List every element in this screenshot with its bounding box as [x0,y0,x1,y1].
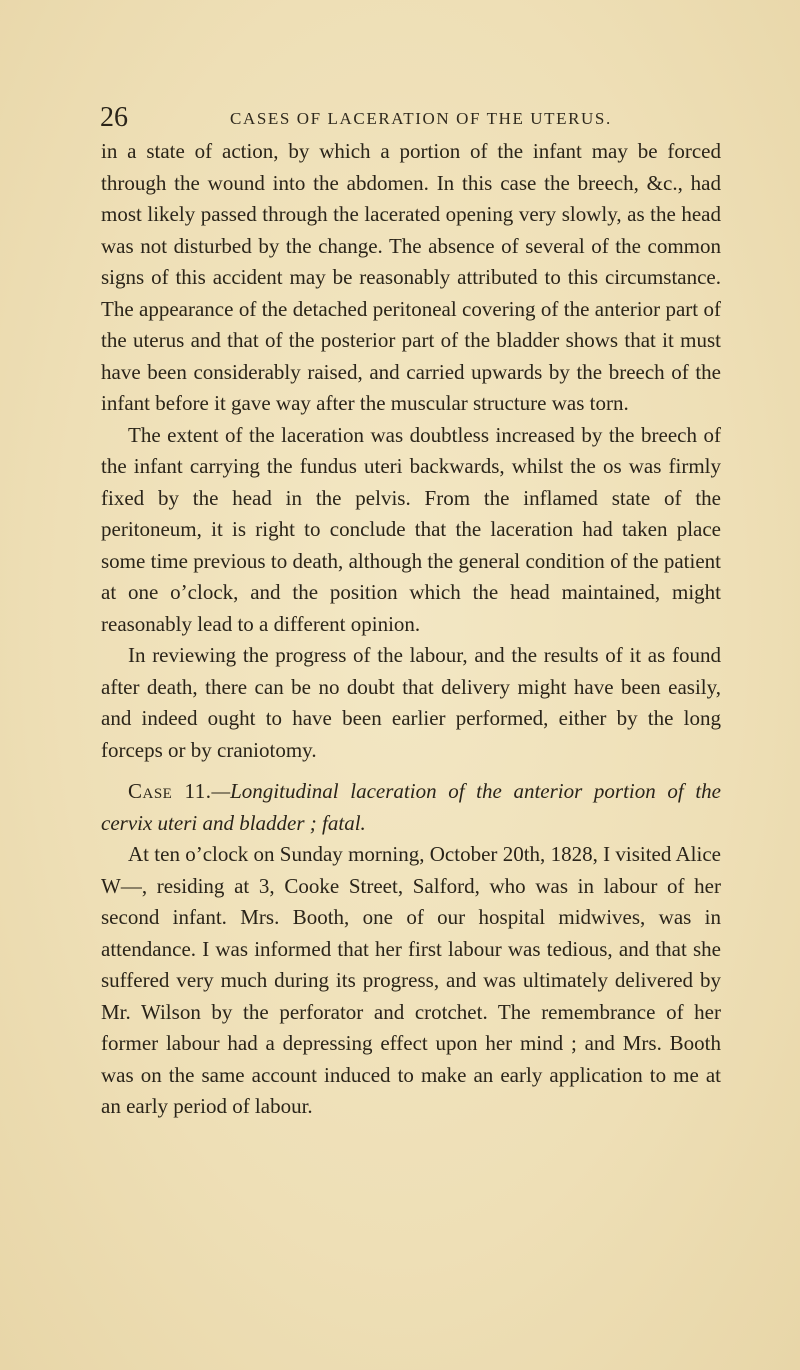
paragraph: In reviewing the progress of the labour, and the results of it as found after death, there can be no doubt that delivery might have been easily, and indeed ought to have been earlier performed, either by the long forceps or by craniotomy. [101,643,721,762]
case-paragraph: At ten o’clock on Sunday morning, October 20th, 1828, I visited Alice W—, residing at 3, Cooke Street, Salford, who was in labour of her second infant. Mrs. Booth, one of our hospital midwives, was in attendance. I was informed that her first labour was tedious, and that she suffered very much during its progress, and was ultimately delivered by Mr. Wilson by the perforator and crotchet. The remembrance of her former labour had a depressing effect upon her mind ; and Mrs. Booth was on the same account induced to make an early application to me at an early period of labour. [101,842,721,1118]
running-head: CASES OF LACERATION OF THE UTERUS. [230,109,612,128]
paragraph-continued: in a state of action, by which a portion of the infant may be forced through the wound into the abdomen. In this case the breech, &c., had most likely passed through the lacerated opening very slowly, as the head was not disturbed by the change. The absence of several of the common signs of this accident may be reasonably attributed to this circumstance. The appearance of the detached peritoneal covering of the anterior part of the uterus and that of the posterior part of the bladder shows that it must have been considerably raised, and carried upwards by the breech of the infant before it gave way after the muscular structure was torn. [101,139,721,415]
body-text [101,136,721,1123]
page-header [100,98,720,138]
case-heading [101,776,721,839]
case-title: —Longitudinal laceration of the anterior portion of the cervix uteri and bladder ; fatal. [101,779,721,835]
case-label: Case 11. [128,779,212,803]
page-number: 26 [100,102,128,133]
paragraph: The extent of the laceration was doubtless increased by the breech of the infant carrying the fundus uteri backwards, whilst the os was firmly fixed by the head in the pelvis. From the inflamed state of the peritoneum, it is right to conclude that the laceration had taken place some time previous to death, although the general condition of the patient at one o’clock, and the position which the head maintained, might reasonably lead to a different opinion. [101,422,721,636]
